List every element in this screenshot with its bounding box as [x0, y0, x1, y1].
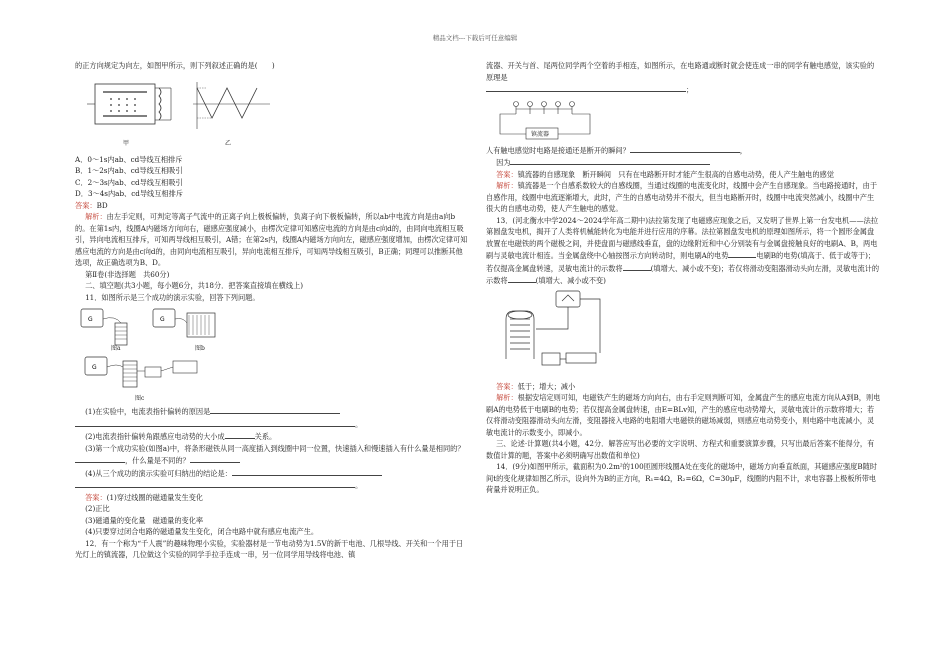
answer-13: 答案：低于；增大；减小 [496, 381, 576, 391]
section3-title: 三、论述·计算题(共4小题，42分．解答应写出必要的文字说明、方程式和重要演算步骤，只写出最后答案不能得分，有数值计算的题，答案中必须明确写出数值和单位) [486, 439, 875, 460]
question-intro: 的正方向规定为向左，如图甲所示，则下列叙述正确的是( ) [75, 61, 275, 70]
option-d: D．3～4s内ab、cd导线互相排斥 [75, 189, 183, 198]
question-12-q1: 人有触电感觉时电路是接通还是断开的瞬间？ ， [486, 145, 747, 155]
page-header: 精品文档---下载后可任意编辑 [432, 34, 518, 42]
question-12: 12．有一个称为“千人震”的趣味物理小实验，实验器材是一节电动势为1.5V的新干电池、几根导线、开关和一个用于日光灯上的镇流器，几位做这个实验的同学手拉手连成一串，另一位同学用导线将电池、镇 [75, 538, 464, 559]
question-11-3: (3)第一个成功实验(如图a)中，将条形磁铁从同一高度插入到线圈中同一位置，快速插入和慢速插入有什么量是相同的？，什么量是不同的？ [75, 443, 468, 467]
analysis-label: 解析： [85, 212, 107, 221]
answer-11: 答案：(1)穿过线圈的磁通量发生变化 [85, 492, 204, 502]
question-11-4: (4)从三个成功的演示实验可归纳出的结论是： [75, 467, 468, 480]
analysis-paragraph [75, 211, 468, 269]
figure-jia-yi [75, 74, 468, 152]
figure-label-a: 图a [111, 345, 121, 352]
question-14: 14．(9分)如图甲所示，截面积为0.2m²的100匝圆形线圈A处在变化的磁场中，磁场方向垂直纸面，其磁感应强度B随时间t的变化规律如图乙所示，设向外为B的正方向，R₁=4Ω，R₂=6Ω，C=30μF，线圈的内阻不计，求电容器上极板所带电荷量并说明正负。 [486, 462, 877, 494]
figure-label-b: 图b [195, 345, 205, 352]
figure-12 [486, 98, 881, 142]
answer-text: BD [96, 200, 108, 210]
circuit-and-graph-figure [75, 74, 275, 152]
human-chain-circuit-figure [486, 98, 626, 142]
answer-label: 答案： [75, 200, 97, 210]
option-b: B．1～2s内ab、cd导线互相吸引 [75, 166, 183, 175]
option-c: C．2～3s内ab、cd导线互相吸引 [75, 177, 183, 187]
svg-text:G: G [92, 364, 97, 371]
option-a: A．0～1s内ab、cd导线互相排斥 [75, 154, 183, 164]
answer-12: 答案：镇流器的自感现象 断开瞬间 只有在电路断开时才能产生很高的自感电动势，使人产生触电的感觉 [496, 169, 834, 179]
answer-line [75, 200, 468, 212]
question-12-continued: 流器、开关与首、尾两位同学两个空着的手相连，如图所示，在电路通或断时就会使连成一串的同学有触电感觉，该实验的原理是 [486, 61, 875, 82]
analysis-12: 解析：镇流器是一个自感系数较大的自感线圈，当通过线圈的电流变化时，线圈中会产生自感现象。当电路接通时，由于自感作用，线圈中电流逐渐增大，此时，产生的自感电动势并不很大，但当电路断开时，线圈中电流突然减小，线圈中产生很大的自感电动势，使人产生触电的感觉。 [486, 181, 878, 213]
analysis-13: 解析：根据安培定则可知，电磁铁产生的磁场方向向右，由右手定则判断可知，金属盘产生的感应电流方向从A到B，则电刷A的电势低于电刷B的电势；若仅提高金属盘转速，由E=BLv知，产生的感应电动势增大，灵敏电流计的示数将增大；若仅将滑动变阻器滑动头向左滑，变阻器接入电路的电阻增大电磁铁的磁场减弱，则感应电动势变小，则电路中电流减小，灵敏电流计的示数变小，即减小。 [486, 393, 881, 437]
left-column: 的正方向规定为向左，如图甲所示，则下列叙述正确的是( ) 甲 乙 A．0～1s内ab、cd导线互相排斥 B．1～2s内ab、cd导线互相吸引 C．2～3s内ab、cd导线互相吸引 D．3～4s内ab、cd导线互相排斥 答案：BD 解析：由左手定则，可判定等离子气流中的正离子向上极板偏转，负离子向下极板偏转，所以ab中电流方向是由a向b的。在第1s内，线圈A内磁场方向向右，磁感应强度减小，由楞次定律可知感应电流的方向是由c向d的，由同向电流相互吸引，异向电流相互排斥，可知两导线相互吸引，A错；在第2s内，线圈A内磁场方向向左，磁感应强度增加，由楞次定律可知感应电流的方向是由c向d的，由同向电流相互吸引，异向电流相互排斥，可知两导线相互吸引，B正确；同理可以推断其他选项，故正确选项为B、D。 第Ⅱ卷(非选择题 共60分) 二、填空题(共3小题，每小题6分，共18分．把答案直接填在横线上) 11．如图所示是三个成功的演示实验，回答下列问题。 G G G 图a 图b 图c (1)在实验中，电流表指针偏转的原因是 。 (2)电流表指针偏转角跟感应电动势的大小成 关系。 (3)第一个成功实验(如图a)中，将条形磁铁从同一高度插入到线圈中同一位置，快速插入和慢速插入有什么量是相同的？，什么量是不同的？ (4)从三个成功的演示实验可归纳出的结论是： 。 答案：(1)穿过线圈的磁通量发生变化 (2)正比 (3)磁通量的变化量 磁通量的变化率 (4)只要穿过闭合电路的磁通量发生变化，闭合电路中就有感应电流产生。 12．有一个称为“千人震”的趣味物理小实验，实验器材是一节电动势为1.5V的新干电池、几根导线、开关和一个用于日光灯上的镇流器，几位做这个实验的同学手拉手连成一串，另一位同学用导线将电池、镇 [75, 61, 468, 559]
figure-label-jia: 甲 [123, 139, 130, 147]
question-11: 11．如图所示是三个成功的演示实验，回答下列问题。 [85, 292, 260, 302]
ballast-label: 镇流器 [531, 130, 550, 138]
section2-subtitle: 二、填空题(共3小题，每小题6分，共18分．把答案直接填在横线上) [85, 281, 304, 290]
demo-experiments-figure [75, 305, 295, 403]
figure-13 [496, 289, 881, 379]
svg-text:G: G [88, 316, 93, 323]
analysis-text: 由左手定则，可判定等离子气流中的正离子向上极板偏转，负离子向下极板偏转，所以ab中电流方向是由a向b的。在第1s内，线圈A内磁场方向向右，磁感应强度减小，由楞次定律可知感应电流的方向是由c向d的，由同向电流相互吸引，异向电流相互排斥，可知两导线相互吸引，A错；在第2s内，线圈A内磁场方向向左，磁感应强度增加，由楞次定律可知感应电流的方向是由c向d的，由同向电流相互吸引，异向电流相互排斥，可知两导线相互吸引，B正确；同理可以推断其他选项，故正确选项为B、D。 [75, 212, 468, 267]
figure-label-yi: 乙 [225, 139, 232, 147]
figure-11 [75, 305, 468, 403]
question-13: 13．(河北衡水中学2024～2024学年高二期中)法拉第发现了电磁感应现象之后，又发明了世界上第一台发电机——法拉第圆盘发电机，揭开了人类将机械能转化为电能并进行应用的序幕。法拉第圆盘发电机的原理如图所示，将一个圆形金属盘放置在电磁铁的两个磁极之间，并使盘面与磁感线垂直，盘的边缘附近和中心分别装有与金属盘接触良好的电刷A、B，两电刷与灵敏电流计相连。当金属盘绕中心轴按图示方向转动时，则电刷A的电势 电刷B的电势(填高于、低于或等于)；若仅提高金属盘转速，灵敏电流计的示数将 (填增大、减小或不变)；若仅将滑动变阻器滑动头向左滑，灵敏电流计的示数将 (填增大、减小或不变) [486, 215, 880, 285]
svg-text:G: G [160, 316, 165, 323]
question-11-2: (2)电流表指针偏转角跟感应电动势的大小成 关系。 [85, 432, 277, 441]
question-12-q2: 因为 [486, 156, 881, 169]
figure-label-c: 图c [135, 395, 145, 402]
right-column: 流器、开关与首、尾两位同学两个空着的手相连，如图所示，在电路通或断时就会使连成一串的同学有触电感觉，该实验的原理是 ； 镇流器 人有触电感觉时电路是接通还是断开的瞬间？ ， 因为 答案：镇流器的自感现象 断开瞬间 只有在电路断开时才能产生很高的自感电动势，使人产生触电的感觉 解析：镇流器是一个自感系数较大的自感线圈，当通过线圈的电流变化时，线圈中会产生自感现象。当电路接通时，由于自感作用，线圈中电流逐渐增大，此时，产生的自感电动势并不很大，但当电路断开时，线圈中电流突然减小，线圈中产生很大的自感电动势，使人产生触电的感觉。 13．(河北衡水中学2024～2024学年高二期中)法拉第发现了电磁感应现象之后，又发明了世界上第一台发电机——法拉第圆盘发电机，揭开了人类将机械能转化为电能并进行应用的序幕。法拉第圆盘发电机的原理如图所示，将一个圆形金属盘放置在电磁铁的两个磁极之间，并使盘面与磁感线垂直，盘的边缘附近和中心分别装有与金属盘接触良好的电刷A、B，两电刷与灵敏电流计相连。当金属盘绕中心轴按图示方向转动时，则电刷A的电势 电刷B的电势(填高于、低于或等于)；若仅提高金属盘转速，灵敏电流计的示数将 (填增大、减小或不变)；若仅将滑动变阻器滑动头向左滑，灵敏电流计的示数将 (填增大、减小或不变) 答案：低于；增大；减小 解析：根据安培定则可知，电磁铁产生的磁场方向向右，由右手定则判断可知，金属盘产生的感应电流方向从A到B，则电刷A的电势低于电刷B的电势；若仅提高金属盘转速，由E=BLv知，产生的感应电动势增大，灵敏电流计的示数将增大；若仅将滑动变阻器滑动头向左滑，变阻器接入电路的电阻增大电磁铁的磁场减弱，则感应电动势变小，则电路中电流减小，灵敏电流计的示数变小，即减小。 三、论述·计算题(共4小题，42分．解答应写出必要的文字说明、方程式和重要演算步骤，只写出最后答案不能得分，有数值计算的题，答案中必须明确写出数值和单位) 14．(9分)如图甲所示，截面积为0.2m²的100匝圆形线圈A处在变化的磁场中，磁场方向垂直纸面，其磁感应强度B随时间t的变化规律如图乙所示，设向外为B的正方向，R₁=4Ω，R₂=6Ω，C=30μF，线圈的内阻不计，求电容器上极板所带电荷量并说明正负。 [486, 61, 881, 494]
question-11-1: (1)在实验中，电流表指针偏转的原因是 [75, 405, 468, 418]
section2-title: 第Ⅱ卷(非选择题 共60分) [85, 269, 170, 279]
disc-generator-figure [496, 289, 616, 379]
